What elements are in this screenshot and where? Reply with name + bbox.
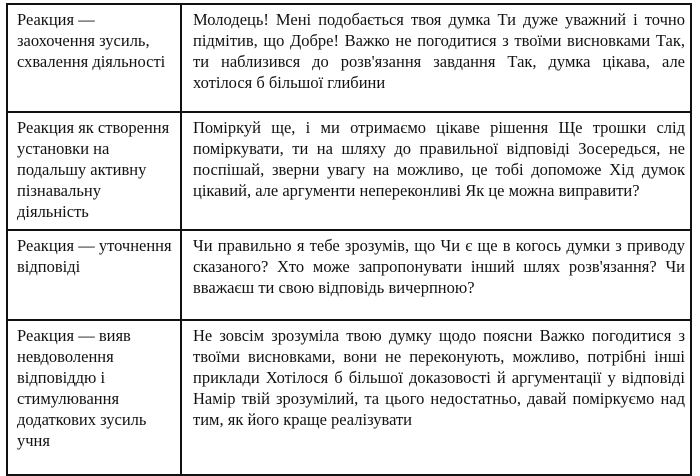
examples-cell: Поміркуй ще, і ми отримаємо цікаве рішення Ще трошки слід поміркувати, ти на шляху до правильної відповіді Зосередься, не поспішай, зверни увагу на можливо, це тобі допоможе Хід думок цікавий, але аргументи непереконливі Як це можна виправити?: [181, 112, 691, 230]
table-row: [7, 320, 691, 475]
reaction-cell: Реакция — вияв невдоволення відповіддю і стимулювання додаткових зусиль учня: [7, 320, 181, 475]
examples-cell: Не зовсім зрозуміла твою думку щодо поясни Важко погодитися з твоїми висновками, вони не переконують, можливо, потрібні інші приклади Хотілося б більшої доказовості й аргументації у відповіді Намір твій зрозумілий, та цього недостатньо, давай поміркуємо над тим, як його краще реалізувати: [181, 320, 691, 475]
reaction-table: [6, 3, 692, 476]
examples-cell: Чи правильно я тебе зрозумів, що Чи є ще в когось думки з приводу сказаного? Хто може запропонувати інший шлях розв'язання? Чи вважаєш ти свою відповідь вичерпною?: [181, 230, 691, 320]
reaction-cell: Реакция як створення установки на подальшу активну пізнавальну діяльність: [7, 112, 181, 230]
table-row: [7, 112, 691, 230]
table-row: [7, 230, 691, 320]
reaction-cell: Реакция — заохочення зусиль, схвалення діяльності: [7, 4, 181, 112]
examples-cell: Молодець! Мені подобається твоя думка Ти дуже уважний і точно підмітив, що Добре! Важко не погодитися з твоїми висновками Так, ти наблизився до розв'язання завдання Так, думка цікава, але хотілося б більшої глибини: [181, 4, 691, 112]
reaction-cell: Реакция — уточнення відповіді: [7, 230, 181, 320]
table-row: [7, 4, 691, 112]
